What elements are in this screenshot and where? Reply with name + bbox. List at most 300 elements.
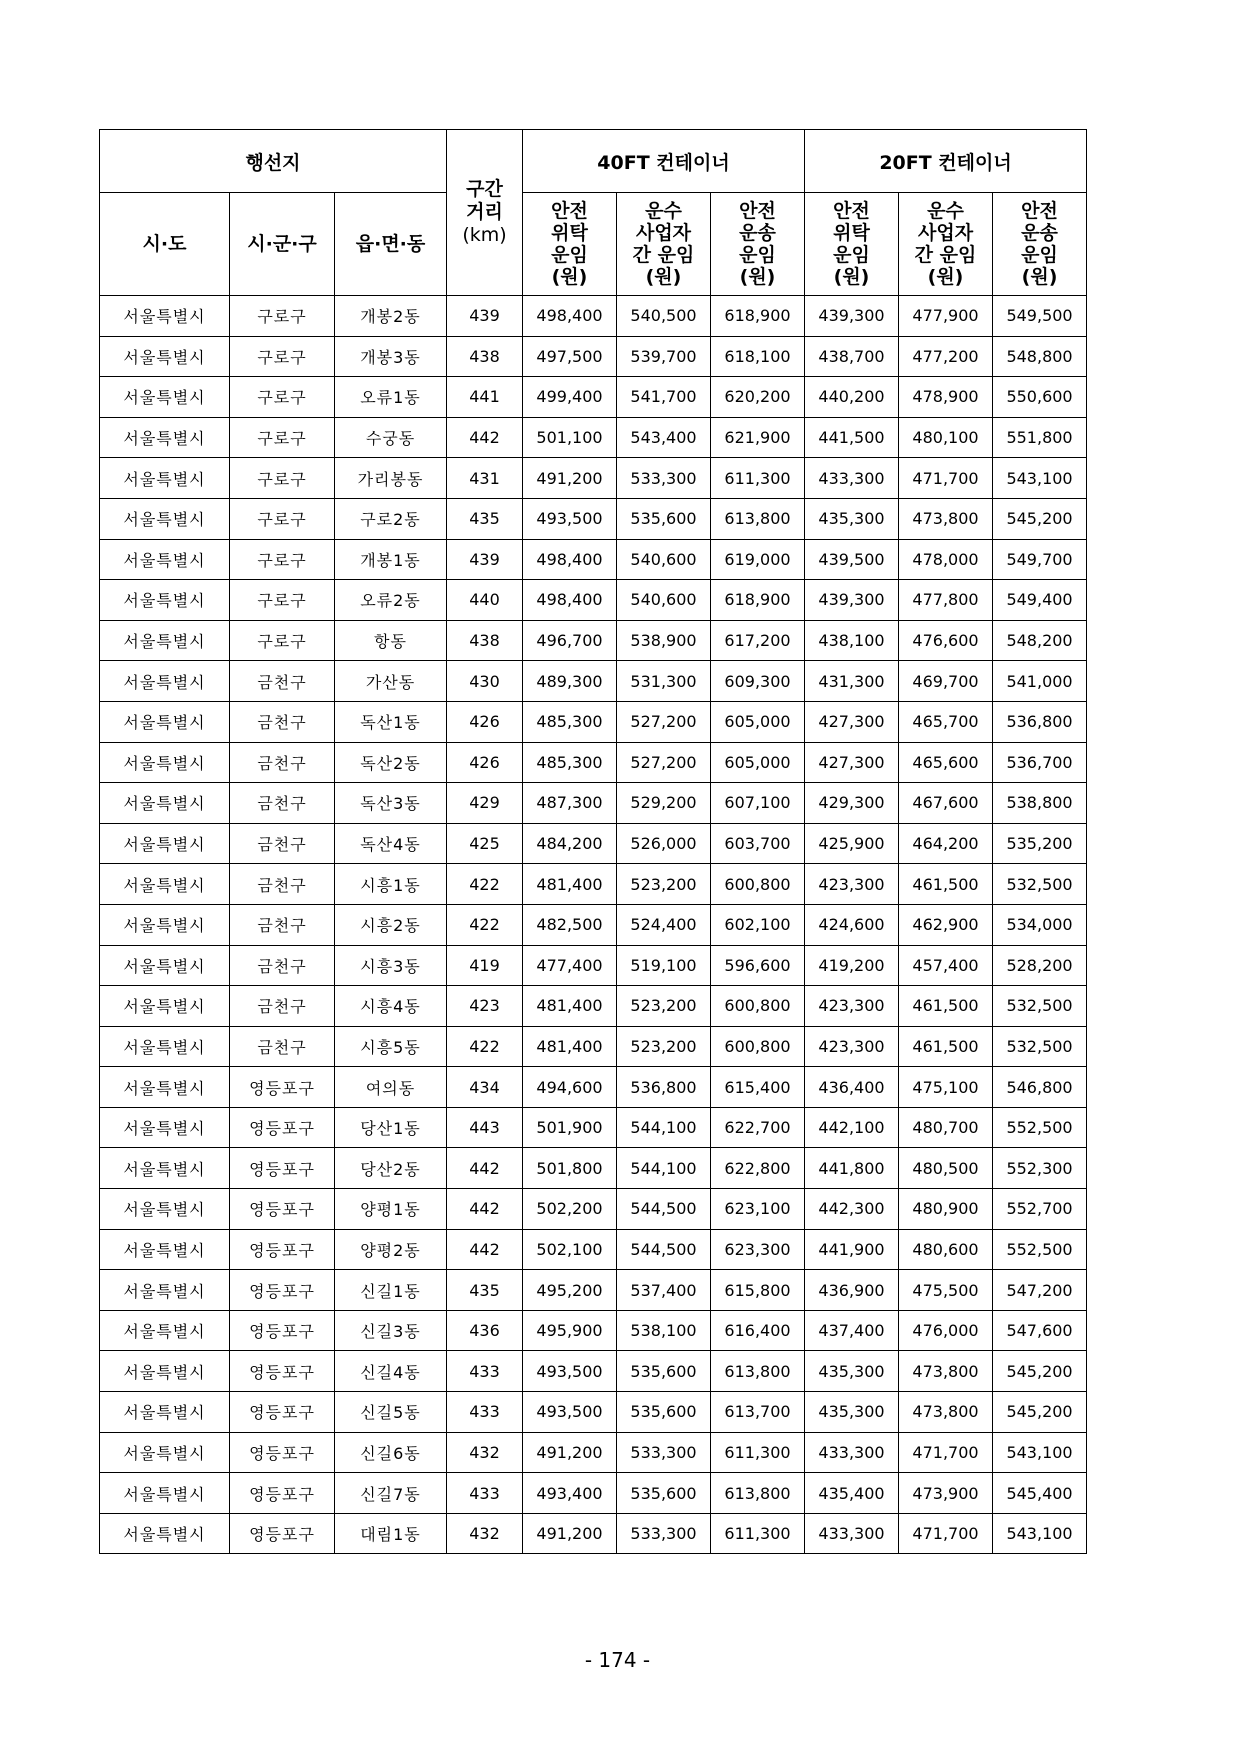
table-row xyxy=(100,1067,1087,1108)
cell-20ft-safe-transport: 545,200 xyxy=(993,498,1087,539)
cell-40ft-safe-transport: 596,600 xyxy=(711,945,805,986)
header-40ft-safe-consignment-rate xyxy=(523,193,617,296)
cell-40ft-safe-transport: 615,400 xyxy=(711,1067,805,1108)
cell-20ft-inter-carrier: 461,500 xyxy=(899,864,993,905)
cell-20ft-safe-transport: 545,200 xyxy=(993,1351,1087,1392)
cell-20ft-safe-transport: 538,800 xyxy=(993,783,1087,824)
cell-eupmyeondong: 여의동 xyxy=(335,1067,447,1108)
table-row xyxy=(100,620,1087,661)
header-line: 운송 xyxy=(739,222,776,244)
cell-40ft-safe-consignment: 491,200 xyxy=(523,1432,617,1473)
cell-20ft-inter-carrier: 465,600 xyxy=(899,742,993,783)
cell-40ft-safe-consignment: 481,400 xyxy=(523,1026,617,1067)
cell-distance-km: 436 xyxy=(447,1310,523,1351)
table-row xyxy=(100,377,1087,418)
cell-40ft-safe-transport: 618,900 xyxy=(711,296,805,337)
cell-20ft-inter-carrier: 480,500 xyxy=(899,1148,993,1189)
cell-20ft-inter-carrier: 471,700 xyxy=(899,1513,993,1554)
cell-40ft-safe-transport: 622,800 xyxy=(711,1148,805,1189)
header-line: 위탁 xyxy=(551,222,588,244)
cell-eupmyeondong: 독산2동 xyxy=(335,742,447,783)
cell-sigungu: 영등포구 xyxy=(230,1189,335,1230)
cell-distance-km: 430 xyxy=(447,661,523,702)
cell-sido: 서울특별시 xyxy=(100,823,230,864)
cell-40ft-safe-transport: 616,400 xyxy=(711,1310,805,1351)
cell-40ft-inter-carrier: 544,100 xyxy=(617,1148,711,1189)
cell-20ft-safe-transport: 546,800 xyxy=(993,1067,1087,1108)
cell-40ft-inter-carrier: 527,200 xyxy=(617,742,711,783)
cell-40ft-inter-carrier: 533,300 xyxy=(617,1432,711,1473)
cell-40ft-inter-carrier: 536,800 xyxy=(617,1067,711,1108)
cell-40ft-safe-transport: 600,800 xyxy=(711,864,805,905)
header-distance-unit: (km) xyxy=(462,224,507,246)
cell-40ft-safe-consignment: 493,500 xyxy=(523,498,617,539)
table-body xyxy=(100,296,1087,1554)
cell-40ft-inter-carrier: 523,200 xyxy=(617,1026,711,1067)
table-row xyxy=(100,1432,1087,1473)
cell-eupmyeondong: 개봉3동 xyxy=(335,336,447,377)
cell-20ft-safe-transport: 550,600 xyxy=(993,377,1087,418)
cell-40ft-inter-carrier: 538,100 xyxy=(617,1310,711,1351)
cell-20ft-inter-carrier: 476,600 xyxy=(899,620,993,661)
cell-20ft-inter-carrier: 478,900 xyxy=(899,377,993,418)
cell-20ft-inter-carrier: 477,900 xyxy=(899,296,993,337)
cell-eupmyeondong: 신길6동 xyxy=(335,1432,447,1473)
cell-sido: 서울특별시 xyxy=(100,1473,230,1514)
cell-40ft-safe-transport: 613,800 xyxy=(711,1351,805,1392)
cell-20ft-safe-consignment: 435,400 xyxy=(805,1473,899,1514)
cell-distance-km: 429 xyxy=(447,783,523,824)
cell-20ft-safe-consignment: 435,300 xyxy=(805,498,899,539)
table-row xyxy=(100,864,1087,905)
cell-eupmyeondong: 양평2동 xyxy=(335,1229,447,1270)
cell-20ft-safe-transport: 551,800 xyxy=(993,417,1087,458)
cell-40ft-safe-transport: 603,700 xyxy=(711,823,805,864)
table-row xyxy=(100,1513,1087,1554)
header-line: 운수 xyxy=(645,200,682,222)
cell-distance-km: 419 xyxy=(447,945,523,986)
table-row xyxy=(100,539,1087,580)
cell-eupmyeondong: 양평1동 xyxy=(335,1189,447,1230)
table-row xyxy=(100,580,1087,621)
cell-20ft-safe-transport: 543,100 xyxy=(993,1432,1087,1473)
cell-distance-km: 425 xyxy=(447,823,523,864)
header-line: 운임 xyxy=(1021,244,1058,266)
table-row xyxy=(100,1310,1087,1351)
cell-sigungu: 구로구 xyxy=(230,417,335,458)
cell-sido: 서울특별시 xyxy=(100,661,230,702)
cell-20ft-inter-carrier: 480,600 xyxy=(899,1229,993,1270)
table-row xyxy=(100,945,1087,986)
cell-40ft-safe-transport: 613,800 xyxy=(711,498,805,539)
header-40ft-safe-transport-rate xyxy=(711,193,805,296)
cell-sido: 서울특별시 xyxy=(100,417,230,458)
cell-sigungu: 금천구 xyxy=(230,742,335,783)
cell-40ft-safe-consignment: 494,600 xyxy=(523,1067,617,1108)
cell-sido: 서울특별시 xyxy=(100,1513,230,1554)
cell-20ft-safe-transport: 549,500 xyxy=(993,296,1087,337)
cell-distance-km: 431 xyxy=(447,458,523,499)
cell-sigungu: 금천구 xyxy=(230,823,335,864)
cell-40ft-safe-consignment: 493,500 xyxy=(523,1392,617,1433)
cell-distance-km: 439 xyxy=(447,539,523,580)
cell-40ft-safe-consignment: 485,300 xyxy=(523,742,617,783)
cell-40ft-safe-transport: 613,800 xyxy=(711,1473,805,1514)
cell-20ft-safe-consignment: 441,800 xyxy=(805,1148,899,1189)
table-row xyxy=(100,701,1087,742)
cell-40ft-inter-carrier: 544,500 xyxy=(617,1189,711,1230)
cell-sido: 서울특별시 xyxy=(100,296,230,337)
table-row xyxy=(100,1026,1087,1067)
header-eupmyeondong: 읍·면·동 xyxy=(335,193,447,296)
table-row xyxy=(100,458,1087,499)
cell-40ft-safe-consignment: 501,800 xyxy=(523,1148,617,1189)
cell-40ft-safe-transport: 615,800 xyxy=(711,1270,805,1311)
cell-40ft-inter-carrier: 531,300 xyxy=(617,661,711,702)
cell-20ft-inter-carrier: 462,900 xyxy=(899,904,993,945)
cell-eupmyeondong: 당산2동 xyxy=(335,1148,447,1189)
cell-sigungu: 영등포구 xyxy=(230,1270,335,1311)
cell-20ft-safe-transport: 532,500 xyxy=(993,864,1087,905)
cell-sigungu: 구로구 xyxy=(230,377,335,418)
header-line: 운임 xyxy=(833,244,870,266)
cell-40ft-safe-consignment: 481,400 xyxy=(523,864,617,905)
cell-eupmyeondong: 당산1동 xyxy=(335,1107,447,1148)
cell-20ft-inter-carrier: 480,900 xyxy=(899,1189,993,1230)
cell-20ft-safe-transport: 532,500 xyxy=(993,1026,1087,1067)
cell-20ft-safe-consignment: 438,700 xyxy=(805,336,899,377)
cell-eupmyeondong: 개봉2동 xyxy=(335,296,447,337)
cell-sigungu: 금천구 xyxy=(230,1026,335,1067)
cell-40ft-safe-transport: 618,100 xyxy=(711,336,805,377)
table-row xyxy=(100,417,1087,458)
cell-40ft-safe-transport: 618,900 xyxy=(711,580,805,621)
cell-20ft-safe-consignment: 423,300 xyxy=(805,864,899,905)
cell-distance-km: 442 xyxy=(447,1189,523,1230)
cell-40ft-inter-carrier: 526,000 xyxy=(617,823,711,864)
cell-eupmyeondong: 신길1동 xyxy=(335,1270,447,1311)
cell-20ft-safe-consignment: 441,900 xyxy=(805,1229,899,1270)
cell-20ft-safe-consignment: 433,300 xyxy=(805,458,899,499)
table-row xyxy=(100,823,1087,864)
cell-40ft-safe-transport: 611,300 xyxy=(711,1513,805,1554)
cell-distance-km: 432 xyxy=(447,1432,523,1473)
cell-distance-km: 440 xyxy=(447,580,523,621)
cell-40ft-inter-carrier: 533,300 xyxy=(617,1513,711,1554)
cell-20ft-safe-consignment: 433,300 xyxy=(805,1513,899,1554)
cell-40ft-safe-consignment: 484,200 xyxy=(523,823,617,864)
freight-rate-table xyxy=(99,129,1087,1554)
cell-distance-km: 443 xyxy=(447,1107,523,1148)
header-line: (원) xyxy=(833,266,870,288)
cell-20ft-safe-consignment: 438,100 xyxy=(805,620,899,661)
cell-sido: 서울특별시 xyxy=(100,1067,230,1108)
cell-40ft-inter-carrier: 523,200 xyxy=(617,986,711,1027)
cell-40ft-safe-transport: 622,700 xyxy=(711,1107,805,1148)
table-row xyxy=(100,661,1087,702)
cell-20ft-safe-consignment: 427,300 xyxy=(805,701,899,742)
cell-20ft-safe-transport: 534,000 xyxy=(993,904,1087,945)
cell-20ft-safe-consignment: 429,300 xyxy=(805,783,899,824)
header-distance-line: 구간 xyxy=(466,178,503,200)
cell-distance-km: 442 xyxy=(447,1148,523,1189)
header-20ft-inter-carrier-rate xyxy=(899,193,993,296)
cell-40ft-safe-consignment: 481,400 xyxy=(523,986,617,1027)
header-20ft-container: 20FT 컨테이너 xyxy=(805,130,1087,193)
cell-20ft-inter-carrier: 467,600 xyxy=(899,783,993,824)
cell-40ft-safe-transport: 621,900 xyxy=(711,417,805,458)
cell-sido: 서울특별시 xyxy=(100,377,230,418)
cell-20ft-inter-carrier: 473,800 xyxy=(899,1351,993,1392)
cell-40ft-safe-consignment: 485,300 xyxy=(523,701,617,742)
header-40ft-container: 40FT 컨테이너 xyxy=(523,130,805,193)
cell-sido: 서울특별시 xyxy=(100,498,230,539)
cell-sigungu: 구로구 xyxy=(230,498,335,539)
header-line: 간 운임 xyxy=(914,244,977,266)
cell-20ft-safe-transport: 541,000 xyxy=(993,661,1087,702)
cell-20ft-safe-transport: 552,500 xyxy=(993,1107,1087,1148)
cell-sigungu: 구로구 xyxy=(230,580,335,621)
cell-40ft-safe-consignment: 498,400 xyxy=(523,580,617,621)
cell-40ft-safe-consignment: 495,900 xyxy=(523,1310,617,1351)
cell-sigungu: 금천구 xyxy=(230,904,335,945)
cell-sigungu: 금천구 xyxy=(230,783,335,824)
cell-sido: 서울특별시 xyxy=(100,904,230,945)
table-row xyxy=(100,1148,1087,1189)
table-row xyxy=(100,1473,1087,1514)
cell-eupmyeondong: 구로2동 xyxy=(335,498,447,539)
cell-20ft-safe-transport: 547,200 xyxy=(993,1270,1087,1311)
cell-eupmyeondong: 오류1동 xyxy=(335,377,447,418)
header-line: 사업자 xyxy=(635,222,692,244)
cell-eupmyeondong: 독산3동 xyxy=(335,783,447,824)
cell-20ft-safe-consignment: 439,500 xyxy=(805,539,899,580)
cell-40ft-safe-transport: 605,000 xyxy=(711,701,805,742)
header-sido: 시·도 xyxy=(100,193,230,296)
cell-20ft-inter-carrier: 473,800 xyxy=(899,498,993,539)
header-line: (원) xyxy=(1021,266,1058,288)
cell-20ft-inter-carrier: 464,200 xyxy=(899,823,993,864)
cell-sigungu: 금천구 xyxy=(230,986,335,1027)
cell-20ft-safe-consignment: 427,300 xyxy=(805,742,899,783)
cell-40ft-safe-consignment: 497,500 xyxy=(523,336,617,377)
cell-sido: 서울특별시 xyxy=(100,1310,230,1351)
cell-distance-km: 434 xyxy=(447,1067,523,1108)
header-sigungu: 시·군·구 xyxy=(230,193,335,296)
cell-40ft-safe-transport: 611,300 xyxy=(711,1432,805,1473)
cell-40ft-inter-carrier: 544,100 xyxy=(617,1107,711,1148)
cell-40ft-inter-carrier: 527,200 xyxy=(617,701,711,742)
header-line: (원) xyxy=(645,266,682,288)
cell-20ft-inter-carrier: 478,000 xyxy=(899,539,993,580)
cell-20ft-inter-carrier: 480,700 xyxy=(899,1107,993,1148)
cell-sido: 서울특별시 xyxy=(100,945,230,986)
table-row xyxy=(100,336,1087,377)
cell-40ft-inter-carrier: 541,700 xyxy=(617,377,711,418)
cell-eupmyeondong: 오류2동 xyxy=(335,580,447,621)
cell-sigungu: 구로구 xyxy=(230,458,335,499)
cell-distance-km: 438 xyxy=(447,620,523,661)
cell-20ft-inter-carrier: 471,700 xyxy=(899,1432,993,1473)
cell-40ft-safe-consignment: 493,400 xyxy=(523,1473,617,1514)
cell-40ft-inter-carrier: 524,400 xyxy=(617,904,711,945)
header-line: 사업자 xyxy=(917,222,974,244)
cell-eupmyeondong: 시흥1동 xyxy=(335,864,447,905)
cell-20ft-safe-consignment: 437,400 xyxy=(805,1310,899,1351)
header-distance xyxy=(447,130,523,296)
cell-20ft-safe-consignment: 436,400 xyxy=(805,1067,899,1108)
cell-40ft-inter-carrier: 543,400 xyxy=(617,417,711,458)
cell-20ft-safe-transport: 545,400 xyxy=(993,1473,1087,1514)
cell-40ft-inter-carrier: 523,200 xyxy=(617,864,711,905)
cell-eupmyeondong: 가산동 xyxy=(335,661,447,702)
cell-20ft-safe-transport: 545,200 xyxy=(993,1392,1087,1433)
cell-20ft-safe-transport: 548,200 xyxy=(993,620,1087,661)
table-row xyxy=(100,1351,1087,1392)
cell-distance-km: 435 xyxy=(447,498,523,539)
cell-sigungu: 영등포구 xyxy=(230,1392,335,1433)
cell-20ft-safe-transport: 549,400 xyxy=(993,580,1087,621)
cell-sido: 서울특별시 xyxy=(100,458,230,499)
cell-sido: 서울특별시 xyxy=(100,783,230,824)
cell-sido: 서울특별시 xyxy=(100,1392,230,1433)
cell-distance-km: 433 xyxy=(447,1351,523,1392)
cell-40ft-safe-consignment: 477,400 xyxy=(523,945,617,986)
cell-40ft-inter-carrier: 535,600 xyxy=(617,1351,711,1392)
cell-sido: 서울특별시 xyxy=(100,1270,230,1311)
cell-20ft-safe-transport: 543,100 xyxy=(993,458,1087,499)
cell-40ft-safe-transport: 623,300 xyxy=(711,1229,805,1270)
cell-40ft-safe-transport: 617,200 xyxy=(711,620,805,661)
cell-20ft-inter-carrier: 475,100 xyxy=(899,1067,993,1108)
cell-sido: 서울특별시 xyxy=(100,580,230,621)
cell-distance-km: 433 xyxy=(447,1392,523,1433)
cell-20ft-inter-carrier: 477,800 xyxy=(899,580,993,621)
cell-sigungu: 영등포구 xyxy=(230,1310,335,1351)
cell-20ft-safe-consignment: 435,300 xyxy=(805,1351,899,1392)
cell-40ft-safe-consignment: 502,100 xyxy=(523,1229,617,1270)
cell-eupmyeondong: 시흥4동 xyxy=(335,986,447,1027)
cell-40ft-safe-transport: 602,100 xyxy=(711,904,805,945)
cell-40ft-safe-consignment: 502,200 xyxy=(523,1189,617,1230)
header-line: (원) xyxy=(739,266,776,288)
cell-20ft-inter-carrier: 471,700 xyxy=(899,458,993,499)
cell-distance-km: 422 xyxy=(447,864,523,905)
cell-distance-km: 435 xyxy=(447,1270,523,1311)
cell-distance-km: 423 xyxy=(447,986,523,1027)
header-line: (원) xyxy=(551,266,588,288)
cell-sigungu: 구로구 xyxy=(230,296,335,337)
cell-40ft-inter-carrier: 535,600 xyxy=(617,1473,711,1514)
cell-20ft-safe-consignment: 425,900 xyxy=(805,823,899,864)
cell-eupmyeondong: 시흥5동 xyxy=(335,1026,447,1067)
cell-40ft-inter-carrier: 540,600 xyxy=(617,580,711,621)
cell-40ft-inter-carrier: 537,400 xyxy=(617,1270,711,1311)
cell-40ft-safe-transport: 607,100 xyxy=(711,783,805,824)
cell-sigungu: 구로구 xyxy=(230,336,335,377)
cell-sido: 서울특별시 xyxy=(100,1432,230,1473)
cell-40ft-inter-carrier: 533,300 xyxy=(617,458,711,499)
cell-sido: 서울특별시 xyxy=(100,1026,230,1067)
cell-40ft-safe-consignment: 496,700 xyxy=(523,620,617,661)
cell-eupmyeondong: 대림1동 xyxy=(335,1513,447,1554)
header-distance-line: 거리 xyxy=(466,201,503,223)
table-header xyxy=(100,130,1087,296)
cell-20ft-safe-transport: 549,700 xyxy=(993,539,1087,580)
cell-20ft-safe-transport: 536,800 xyxy=(993,701,1087,742)
cell-sigungu: 영등포구 xyxy=(230,1432,335,1473)
cell-distance-km: 426 xyxy=(447,742,523,783)
cell-40ft-safe-consignment: 498,400 xyxy=(523,539,617,580)
cell-20ft-safe-consignment: 419,200 xyxy=(805,945,899,986)
header-line: 안전 xyxy=(739,200,776,222)
cell-20ft-safe-transport: 548,800 xyxy=(993,336,1087,377)
cell-20ft-inter-carrier: 465,700 xyxy=(899,701,993,742)
cell-20ft-safe-transport: 543,100 xyxy=(993,1513,1087,1554)
cell-20ft-safe-transport: 528,200 xyxy=(993,945,1087,986)
cell-20ft-safe-transport: 552,300 xyxy=(993,1148,1087,1189)
cell-sido: 서울특별시 xyxy=(100,986,230,1027)
cell-distance-km: 438 xyxy=(447,336,523,377)
table-row xyxy=(100,986,1087,1027)
cell-eupmyeondong: 독산4동 xyxy=(335,823,447,864)
header-line: (원) xyxy=(927,266,964,288)
cell-20ft-safe-transport: 547,600 xyxy=(993,1310,1087,1351)
cell-eupmyeondong: 신길3동 xyxy=(335,1310,447,1351)
cell-sigungu: 구로구 xyxy=(230,620,335,661)
cell-distance-km: 442 xyxy=(447,1229,523,1270)
cell-distance-km: 433 xyxy=(447,1473,523,1514)
cell-sigungu: 영등포구 xyxy=(230,1067,335,1108)
cell-sigungu: 금천구 xyxy=(230,945,335,986)
cell-20ft-safe-transport: 552,700 xyxy=(993,1189,1087,1230)
cell-eupmyeondong: 시흥2동 xyxy=(335,904,447,945)
header-40ft-inter-carrier-rate xyxy=(617,193,711,296)
cell-40ft-safe-transport: 611,300 xyxy=(711,458,805,499)
cell-40ft-safe-transport: 619,000 xyxy=(711,539,805,580)
cell-eupmyeondong: 신길4동 xyxy=(335,1351,447,1392)
cell-eupmyeondong: 수궁동 xyxy=(335,417,447,458)
cell-20ft-safe-consignment: 439,300 xyxy=(805,580,899,621)
cell-eupmyeondong: 가리봉동 xyxy=(335,458,447,499)
cell-20ft-inter-carrier: 457,400 xyxy=(899,945,993,986)
cell-20ft-inter-carrier: 475,500 xyxy=(899,1270,993,1311)
cell-20ft-inter-carrier: 476,000 xyxy=(899,1310,993,1351)
cell-distance-km: 422 xyxy=(447,904,523,945)
table-row xyxy=(100,1229,1087,1270)
table-row xyxy=(100,783,1087,824)
cell-sido: 서울특별시 xyxy=(100,1229,230,1270)
header-line: 안전 xyxy=(1021,200,1058,222)
cell-40ft-safe-consignment: 501,100 xyxy=(523,417,617,458)
table-row xyxy=(100,1392,1087,1433)
cell-20ft-safe-consignment: 423,300 xyxy=(805,986,899,1027)
cell-eupmyeondong: 신길5동 xyxy=(335,1392,447,1433)
cell-20ft-safe-consignment: 441,500 xyxy=(805,417,899,458)
table-row xyxy=(100,296,1087,337)
cell-40ft-safe-transport: 613,700 xyxy=(711,1392,805,1433)
cell-20ft-inter-carrier: 477,200 xyxy=(899,336,993,377)
cell-sido: 서울특별시 xyxy=(100,1107,230,1148)
header-line: 간 운임 xyxy=(632,244,695,266)
cell-20ft-safe-transport: 536,700 xyxy=(993,742,1087,783)
header-line: 안전 xyxy=(833,200,870,222)
header-line: 운수 xyxy=(927,200,964,222)
cell-20ft-safe-transport: 535,200 xyxy=(993,823,1087,864)
cell-40ft-safe-consignment: 491,200 xyxy=(523,1513,617,1554)
cell-sido: 서울특별시 xyxy=(100,701,230,742)
cell-sido: 서울특별시 xyxy=(100,742,230,783)
